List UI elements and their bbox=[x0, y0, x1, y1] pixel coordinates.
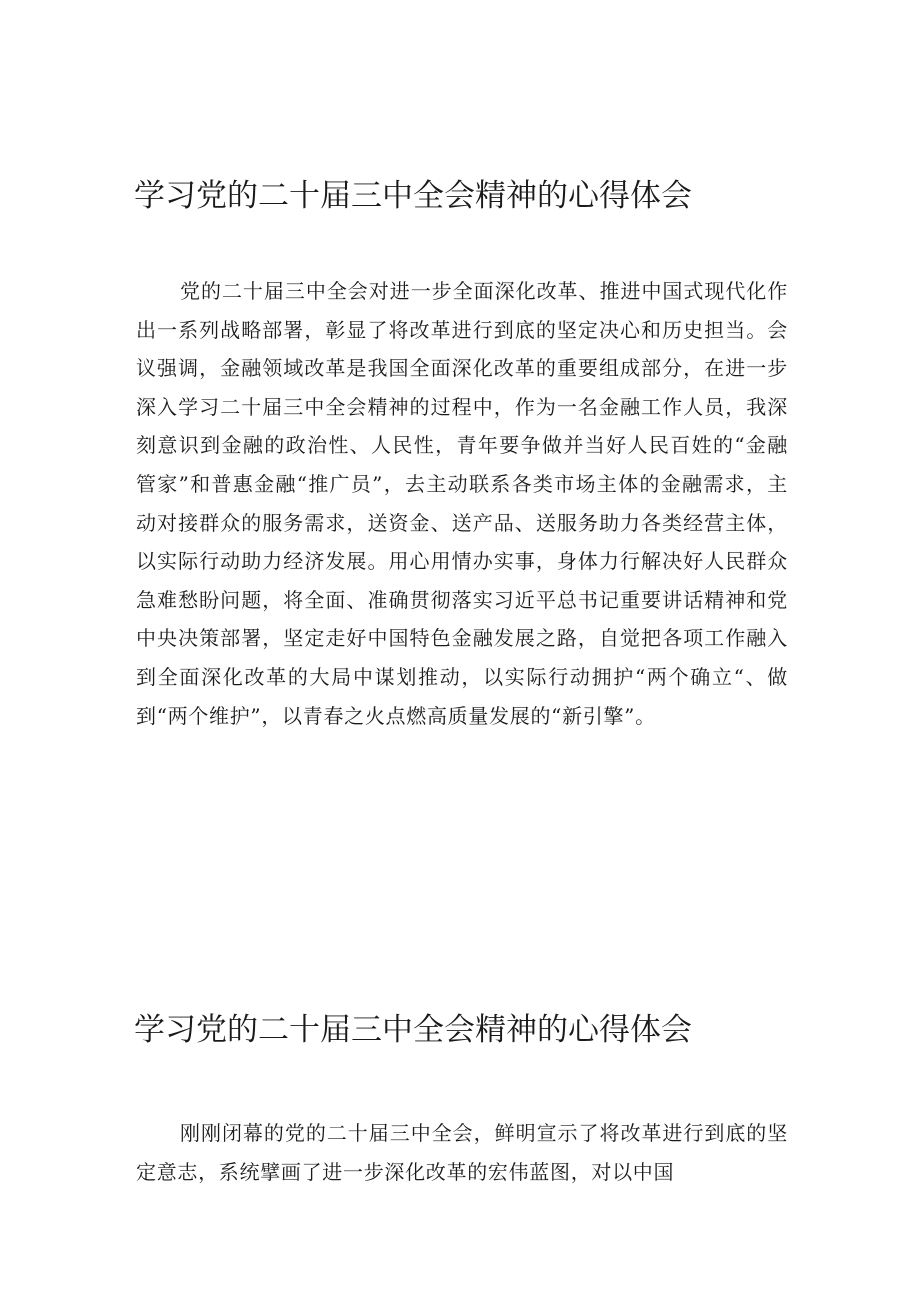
section-1-title: 学习党的二十届三中全会精神的心得体会 bbox=[134, 178, 692, 214]
section-2-paragraph: 刚刚闭幕的党的二十届三中全会，鲜明宣示了将改革进行到底的坚定意志，系统擘画了进一步深化改革的宏伟蓝图，对以中国 bbox=[136, 1121, 788, 1184]
section-1-paragraph: 党的二十届三中全会对进一步全面深化改革、推进中国式现代化作出一系列战略部署，彰显了将改革进行到底的坚定决心和历史担当。会议强调，金融领域改革是我国全面深化改革的重要组成部分，在进一步深入学习二十届三中全会精神的过程中，作为一名金融工作人员，我深刻意识到金融的政治性、人民性，青年要争做并当好人民百姓的“金融管家”和普惠金融“推广员”，去主动联系各类市场主体的金融需求，主动对接群众的服务需求，送资金、送产品、送服务助力各类经营主体，以实际行动助力经济发展。用心用情办实事，身体力行解决好人民群众急难愁盼问题，将全面、准确贯彻落实习近平总书记重要讲话精神和党中央决策部署，坚定走好中国特色金融发展之路，自觉把各项工作融入到全面深化改革的大局中谋划推动，以实际行动拥护“两个确立“、做到“两个维护”，以青春之火点燃高质量发展的“新引擎”。 bbox=[136, 279, 788, 728]
section-2-title: 学习党的二十届三中全会精神的心得体会 bbox=[134, 1012, 692, 1048]
